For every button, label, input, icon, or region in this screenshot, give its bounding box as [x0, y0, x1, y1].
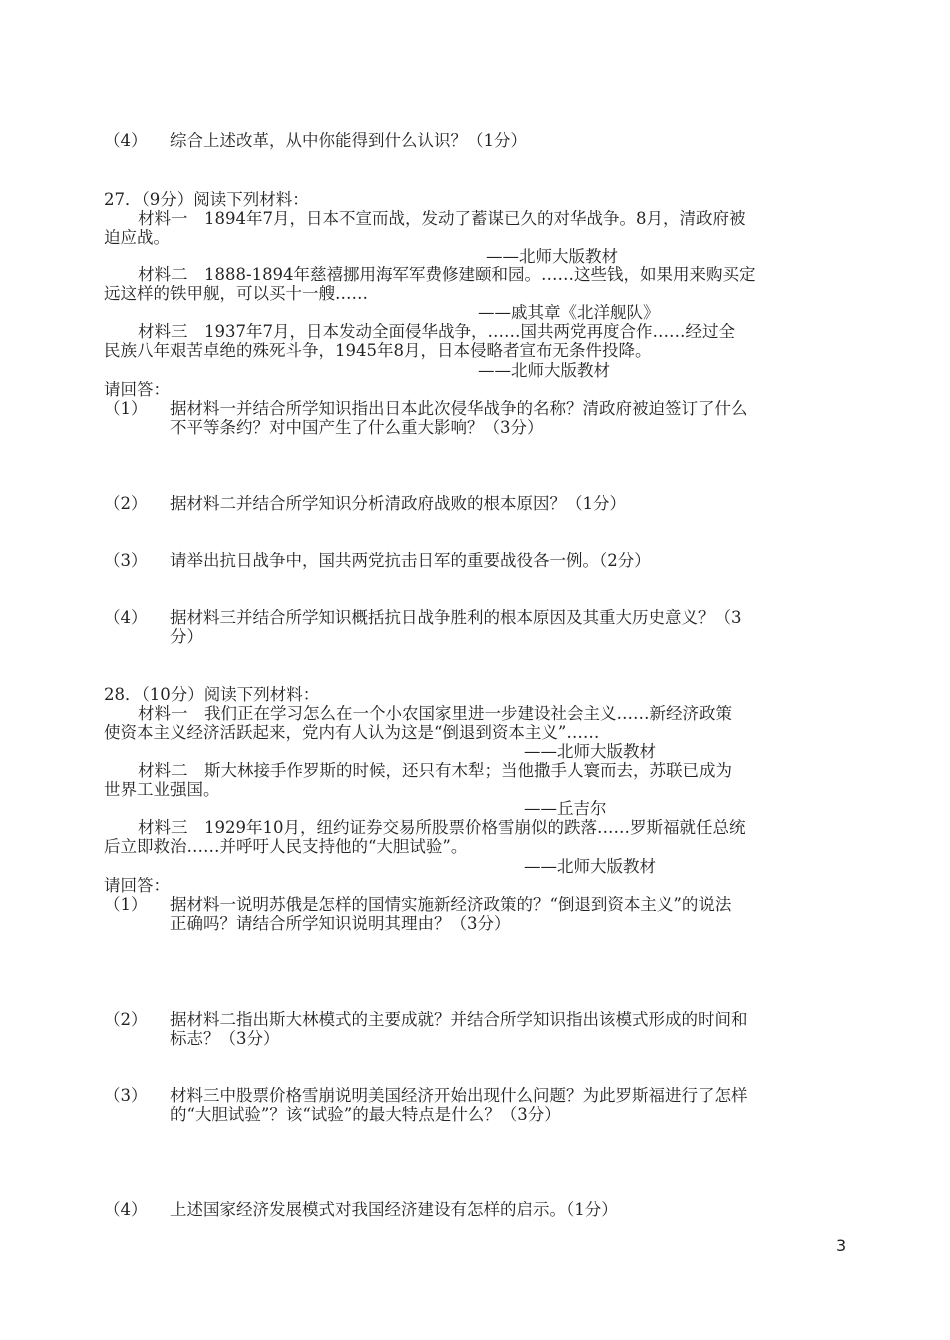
q28-header: 28．（10分）阅读下列材料： — [104, 685, 320, 704]
q28-sub-4-line-1: 上述国家经济发展模式对我国经济建设有怎样的启示。（1分） — [170, 1200, 618, 1219]
q28-material-1-source: ——北师大版教材 — [524, 742, 656, 761]
q27-sub-4-line-2: 分） — [170, 627, 203, 646]
q27-material-2-line-1: 材料二 1888-1894年慈禧挪用海军军费修建颐和园。……这些钱，如果用来购买定 — [138, 265, 756, 284]
q27-sub-3-number: （3） — [104, 551, 148, 570]
q28-answer-prompt: 请回答： — [104, 876, 170, 895]
q28-material-1-line-1: 材料一 我们正在学习怎么在一个小农国家里进一步建设社会主义……新经济政策 — [138, 704, 732, 723]
q27-material-3-source: ——北师大版教材 — [478, 361, 610, 380]
q28-sub-1-number: （1） — [104, 895, 148, 914]
q27-sub-3-line-1: 请举出抗日战争中，国共两党抗击日军的重要战役各一例。（2分） — [170, 551, 651, 570]
q28-material-2-source: ——丘吉尔 — [524, 799, 607, 818]
q27-material-1-line-2: 迫应战。 — [104, 228, 170, 247]
q27-material-1-source: ——北师大版教材 — [486, 247, 618, 266]
q27-sub-4-number: （4） — [104, 608, 148, 627]
q28-material-2-line-1: 材料二 斯大林接手作罗斯的时候，还只有木犁；当他撒手人寰而去，苏联已成为 — [138, 761, 732, 780]
q28-sub-3-line-2: 的“大胆试验”？该“试验”的最大特点是什么？（3分） — [170, 1105, 561, 1124]
q28-sub-4-number: （4） — [104, 1200, 148, 1219]
q28-sub-3-line-1: 材料三中股票价格雪崩说明美国经济开始出现什么问题？为此罗斯福进行了怎样 — [170, 1086, 748, 1105]
q28-sub-1-line-2: 正确吗？请结合所学知识说明其理由？（3分） — [170, 914, 511, 933]
q27-material-3-line-1: 材料三 1937年7月，日本发动全面侵华战争，……国共两党再度合作……经过全 — [138, 322, 735, 341]
q28-material-3-source: ——北师大版教材 — [524, 857, 656, 876]
q27-answer-prompt: 请回答： — [104, 380, 170, 399]
q27-sub-1-line-2: 不平等条约？对中国产生了什么重大影响？（3分） — [170, 418, 544, 437]
q28-material-2-line-2: 世界工业强国。 — [104, 780, 220, 799]
q28-material-3-line-2: 后立即救治……并呼吁人民支持他的“大胆试验”。 — [104, 837, 468, 856]
q27-material-1-line-1: 材料一 1894年7月，日本不宣而战，发动了蓄谋已久的对华战争。8月，清政府被 — [138, 209, 746, 228]
q27-header: 27．（9分）阅读下列材料： — [104, 190, 309, 209]
q27-sub-1-number: （1） — [104, 399, 148, 418]
q27-material-3-line-2: 民族八年艰苦卓绝的殊死斗争，1945年8月，日本侵略者宣布无条件投降。 — [104, 341, 652, 360]
q28-sub-2-line-2: 标志？（3分） — [170, 1029, 280, 1048]
q28-sub-3-number: （3） — [104, 1086, 148, 1105]
page-number: 3 — [836, 1236, 847, 1255]
q27-material-2-line-2: 远这样的铁甲舰，可以买十一艘…… — [104, 284, 368, 303]
q27-sub-2-number: （2） — [104, 494, 148, 513]
q28-sub-2-number: （2） — [104, 1010, 148, 1029]
q27-sub-1-line-1: 据材料一并结合所学知识指出日本此次侵华战争的名称？清政府被迫签订了什么 — [170, 399, 748, 418]
q27-material-2-source: ——戚其章《北洋舰队》 — [478, 303, 660, 322]
intro-question-number: （4） — [104, 131, 148, 150]
q27-sub-4-line-1: 据材料三并结合所学知识概括抗日战争胜利的根本原因及其重大历史意义？（3 — [170, 608, 742, 627]
q28-material-3-line-1: 材料三 1929年10月，纽约证券交易所股票价格雪崩似的跌落……罗斯福就任总统 — [138, 818, 746, 837]
q28-sub-2-line-1: 据材料二指出斯大林模式的主要成就？并结合所学知识指出该模式形成的时间和 — [170, 1010, 748, 1029]
q27-sub-2-line-1: 据材料二并结合所学知识分析清政府战败的根本原因？（1分） — [170, 494, 626, 513]
intro-question-text: 综合上述改革，从中你能得到什么认识？（1分） — [170, 131, 527, 150]
q28-sub-1-line-1: 据材料一说明苏俄是怎样的国情实施新经济政策的？“倒退到资本主义”的说法 — [170, 895, 732, 914]
q28-material-1-line-2: 使资本主义经济活跃起来，党内有人认为这是“倒退到资本主义”…… — [104, 723, 600, 742]
